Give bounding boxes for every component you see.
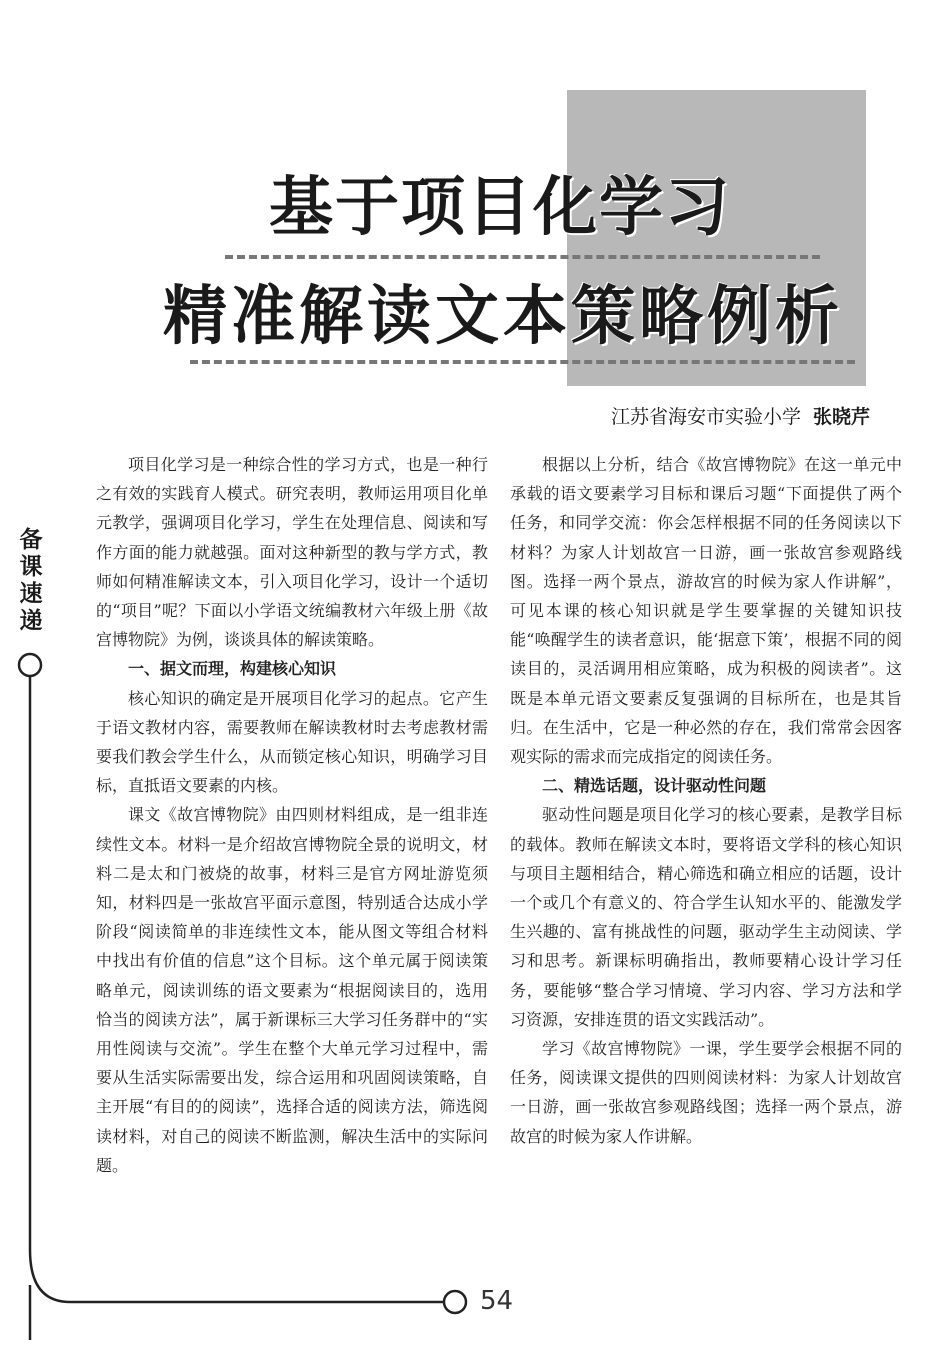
author-name: 张晓芹 (812, 406, 870, 428)
footer-circle-icon (444, 1291, 466, 1313)
title-line-2: 精准解读文本策略例析 (163, 280, 843, 354)
right-column (510, 450, 902, 1151)
section-label-char: 课 (19, 554, 43, 580)
section-heading: 二、精选话题，设计驱动性问题 (542, 776, 767, 796)
paragraph: 驱动性问题是项目化学习的核心要素，是教学目标的载体。教师在解读文本时，要将语文学科的核心知识与项目主题相结合，精心筛选和确立相应的话题，设计一个或几个有意义的、符合学生认知水平的、能激发学生兴趣的、富有挑战性的问题，驱动学生主动阅读、学习和思考。新课标明确指出，教师要精心设计学习任务，要能够“整合学习情境、学习内容、学习方法和学习资源，安排连贯的语文实践活动”。 (510, 805, 902, 1029)
affiliation: 江苏省海安市实验小学 (610, 406, 801, 428)
paragraph: 项目化学习是一种综合性的学习方式，也是一种行之有效的实践育人模式。研究表明，教师运用项目化单元教学，强调项目化学习，学生在处理信息、阅读和写作方面的能力就越强。面对这种新型的教与学方式，教师如何精准解读文本，引入项目化学习，设计一个适切的“项目”呢？下面以小学语文统编教材六年级上册《故宫博物院》为例，谈谈具体的解读策略。 (96, 455, 488, 650)
section-label-char: 递 (19, 608, 43, 634)
left-column (96, 450, 488, 1180)
paragraph: 学习《故宫博物院》一课，学生要学会根据不同的任务，阅读课文提供的四则阅读材料：为家人计划故宫一日游，画一张故宫参观路线图；选择一两个景点，游故宫的时候为家人作讲解。 (510, 1039, 902, 1146)
page-number: 54 (480, 1286, 514, 1316)
paragraph: 课文《故宫博物院》由四则材料组成，是一组非连续性文本。材料一是介绍故宫博物院全景的说明文，材料二是太和门被烧的故事，材料三是官方网址游览须知，材料四是一张故宫平面示意图，特别适合达成小学阶段“阅读简单的非连续性文本，能从图文等组合材料中找出有价值的信息”这个目标。这个单元属于阅读策略单元，阅读训练的语文要素为“根据阅读目的，选用恰当的阅读方法”，属于新课标三大学习任务群中的“实用性阅读与交流”。学生在整个大单元学习过程中，需要从生活实际需要出发，综合运用和巩固阅读策略，自主开展“有目的的阅读”，选择合适的阅读方法，筛选阅读材料，对自己的阅读不断监测，解决生活中的实际问题。 (96, 805, 488, 1175)
side-circle-icon (19, 654, 41, 676)
title-line-1: 基于项目化学习 (269, 171, 731, 245)
paragraph: 核心知识的确定是开展项目化学习的起点。它产生于语文教材内容，需要教师在解读教材时去考虑教材需要我们教会学生什么，从而锁定核心知识，明确学习目标，直抵语文要素的内核。 (96, 688, 488, 796)
paragraph: 根据以上分析，结合《故宫博物院》在这一单元中承载的语文要素学习目标和课后习题“下面提供了两个任务，和同学交流：你会怎样根据不同的任务阅读以下材料？为家人计划故宫一日游，画一张故宫参观路线图。选择一两个景点，游故宫的时候为家人作讲解”，可见本课的核心知识就是学生要掌握的关键知识技能“唤醒学生的读者意识，能‘据意下策’，根据不同的阅读目的，灵活调用相应策略，成为积极的阅读者”。这既是本单元语文要素反复强调的目标所在，也是其旨归。在生活中，它是一种必然的存在，我们常常会因客观实际的需求而完成指定的阅读任务。 (510, 455, 902, 767)
section-label-char: 备 (19, 527, 43, 553)
section-label-char: 速 (19, 581, 43, 607)
section-heading: 一、据文而理，构建核心知识 (128, 659, 337, 679)
